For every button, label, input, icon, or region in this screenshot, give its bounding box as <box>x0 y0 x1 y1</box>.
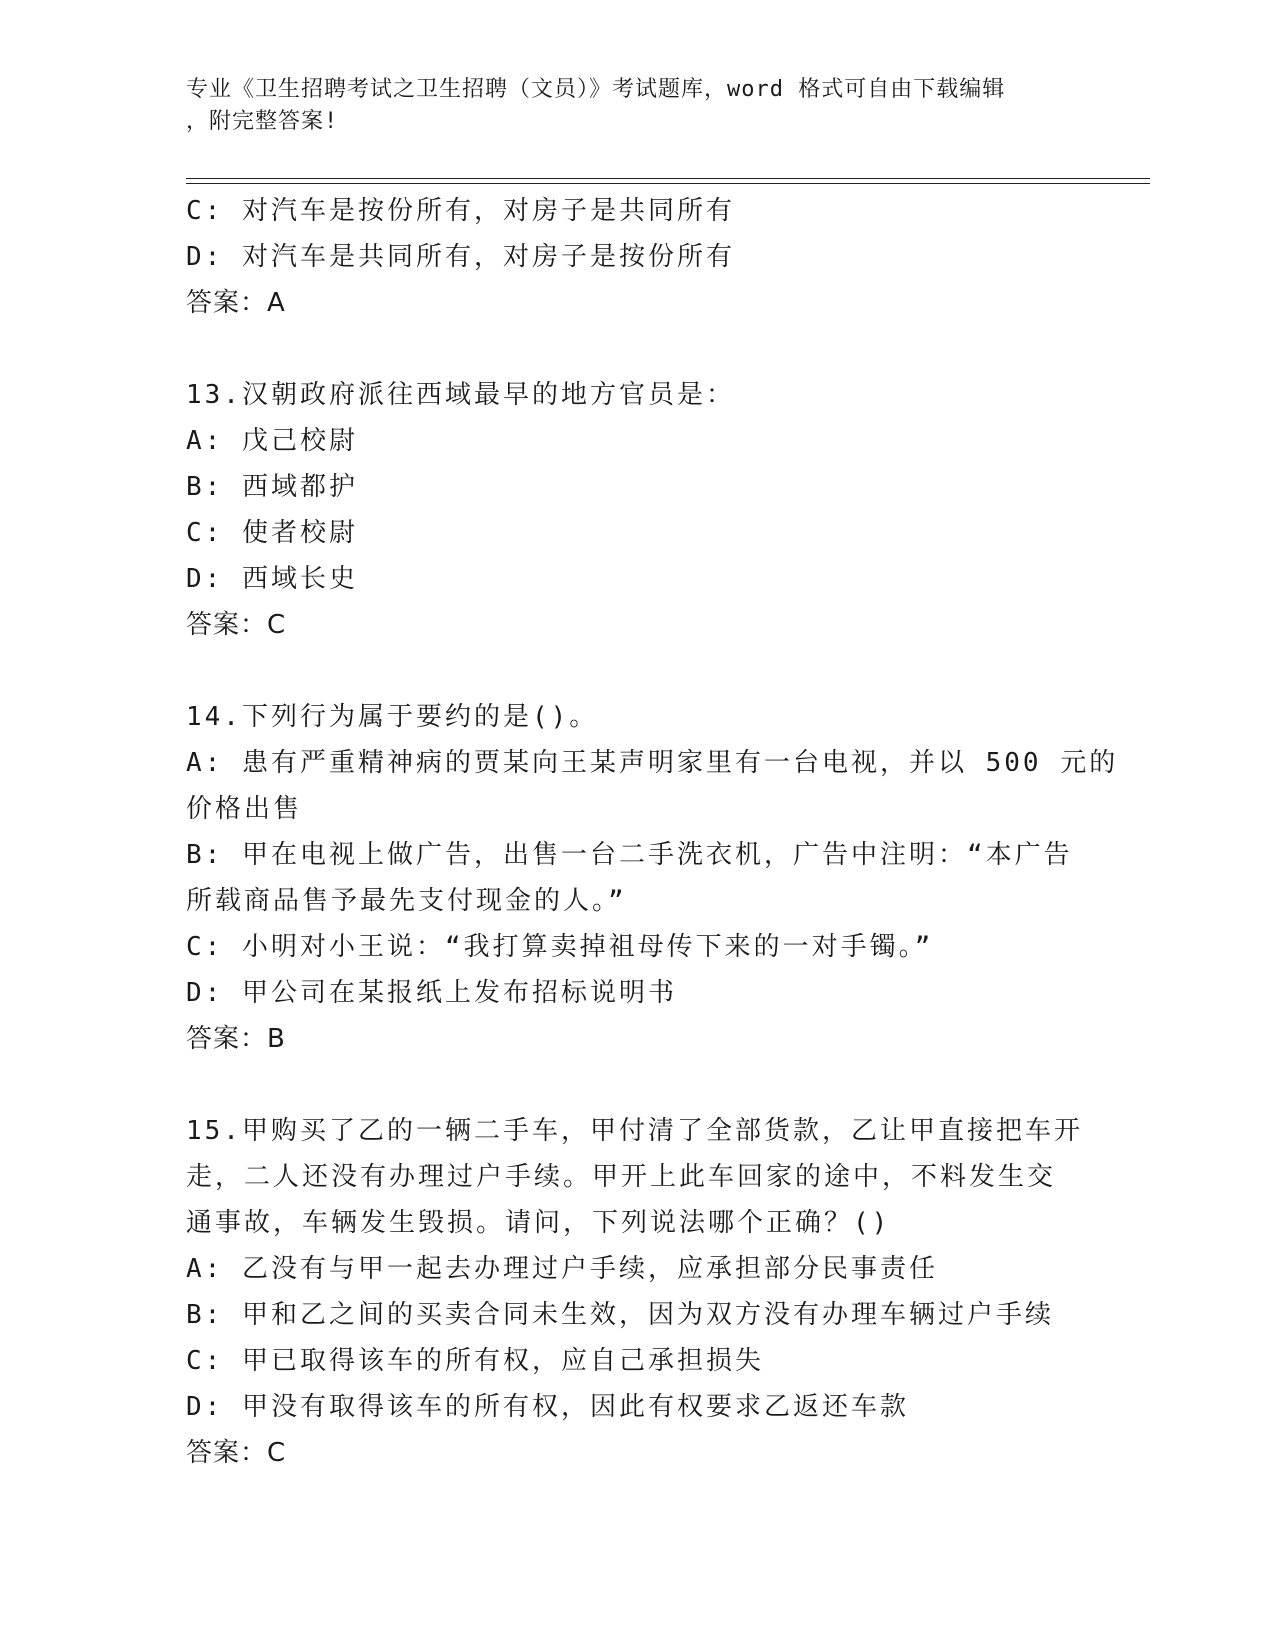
answer-line: 答案：A <box>186 288 286 318</box>
option-d: D: 甲没有取得该车的所有权，因此有权要求乙返还车款 <box>186 1392 909 1422</box>
question-stem-line-1: 15.甲购买了乙的一辆二手车，甲付清了全部货款，乙让甲直接把车开 <box>186 1116 1083 1146</box>
question-stem-line-3: 通事故，车辆发生毁损。请问，下列说法哪个正确？() <box>186 1208 891 1238</box>
header-line-2: ，附完整答案! <box>186 109 339 134</box>
option-b-line-2: 所载商品售予最先支付现金的人。” <box>186 886 627 916</box>
header-rule-top <box>186 178 1150 179</box>
option-d: D: 西域长史 <box>186 564 358 594</box>
spacer <box>186 1062 1086 1108</box>
spacer <box>186 648 1086 694</box>
question-stem: 14.下列行为属于要约的是()。 <box>186 702 599 732</box>
question-13 <box>186 372 1086 648</box>
question-12-continued <box>186 188 1086 326</box>
option-a-line-1: A: 患有严重精神病的贾某向王某声明家里有一台电视，并以 500 元的 <box>186 748 1119 778</box>
header-line-1: 专业《卫生招聘考试之卫生招聘（文员）》考试题库，word 格式可自由下载编辑 <box>186 77 1006 102</box>
option-d: D: 对汽车是共同所有，对房子是按份所有 <box>186 242 735 272</box>
question-content <box>186 188 1119 1476</box>
option-a: A: 乙没有与甲一起去办理过户手续，应承担部分民事责任 <box>186 1254 938 1284</box>
answer-line: 答案：C <box>186 610 287 640</box>
option-b-line-1: B: 甲在电视上做广告，出售一台二手洗衣机，广告中注明：“本广告 <box>186 840 1073 870</box>
answer-line: 答案：B <box>186 1024 286 1054</box>
question-14 <box>186 694 1119 1062</box>
answer-line: 答案：C <box>186 1438 287 1468</box>
question-15 <box>186 1108 1086 1476</box>
question-stem-line-2: 走，二人还没有办理过户手续。甲开上此车回家的途中，不料发生交 <box>186 1162 1057 1192</box>
option-c: C: 使者校尉 <box>186 518 358 548</box>
option-b: B: 西域都护 <box>186 472 358 502</box>
header-rule-bottom <box>186 183 1150 184</box>
document-header <box>186 74 1066 138</box>
option-d: D: 甲公司在某报纸上发布招标说明书 <box>186 978 677 1008</box>
question-stem: 13.汉朝政府派往西域最早的地方官员是： <box>186 380 735 410</box>
spacer <box>186 326 1086 372</box>
option-a: A: 戊己校尉 <box>186 426 358 456</box>
option-c: C: 对汽车是按份所有，对房子是共同所有 <box>186 196 735 226</box>
option-c: C: 小明对小王说：“我打算卖掉祖母传下来的一对手镯。” <box>186 932 934 962</box>
option-b: B: 甲和乙之间的买卖合同未生效，因为双方没有办理车辆过户手续 <box>186 1300 1054 1330</box>
option-c: C: 甲已取得该车的所有权，应自己承担损失 <box>186 1346 764 1376</box>
option-a-line-2: 价格出售 <box>186 794 303 824</box>
